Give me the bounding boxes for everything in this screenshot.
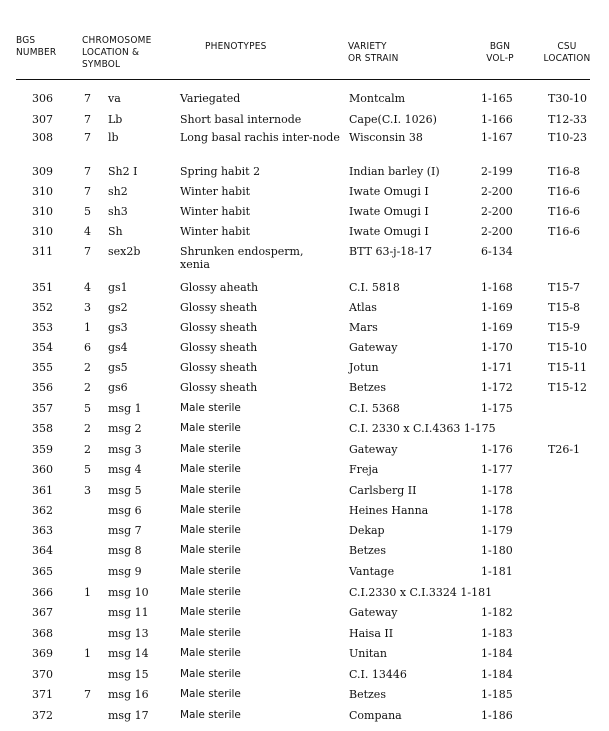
bgn-vol-cell: 1-178 (481, 484, 513, 497)
phenotype-cell: Male sterile (180, 647, 241, 659)
header-text: OR STRAIN (348, 53, 399, 64)
chromosome-cell: 4 (84, 281, 91, 294)
phenotype-cell: Winter habit (180, 205, 251, 218)
bgs-number-cell: 355 (32, 361, 53, 374)
symbol-cell: gs1 (108, 281, 128, 294)
phenotype-cell: Male sterile (180, 504, 241, 516)
phenotype-cell: Male sterile (180, 586, 241, 598)
header-phenotypes (205, 41, 267, 53)
variety-cell: Betzes (349, 544, 386, 557)
symbol-cell: msg 9 (108, 565, 142, 578)
symbol-cell: msg 5 (108, 484, 142, 497)
symbol-cell: va (108, 92, 121, 105)
phenotype-cell: Male sterile (180, 606, 241, 618)
table-row (0, 586, 609, 602)
bgn-vol-cell: 1-168 (481, 281, 513, 294)
symbol-cell: msg 1 (108, 402, 142, 415)
variety-cell: Gateway (349, 606, 398, 619)
chromosome-cell: 3 (84, 484, 91, 497)
table-row (0, 565, 609, 581)
phenotype-cell: Male sterile (180, 668, 241, 680)
phenotype-cell: Glossy sheath (180, 381, 258, 394)
symbol-cell: sex2b (108, 245, 141, 258)
bgs-number-cell: 308 (32, 131, 53, 144)
symbol-cell: msg 15 (108, 668, 149, 681)
chromosome-cell: 3 (84, 301, 91, 314)
table-row (0, 709, 609, 725)
table-row (0, 647, 609, 663)
variety-cell: Betzes (349, 688, 386, 701)
bgn-vol-cell: 1-165 (481, 92, 513, 105)
bgn-vol-cell: 1-170 (481, 341, 513, 354)
chromosome-cell: 7 (84, 688, 91, 701)
variety-cell: Iwate Omugi I (349, 205, 429, 218)
chromosome-cell: 2 (84, 381, 91, 394)
symbol-cell: gs2 (108, 301, 128, 314)
bgs-number-cell: 353 (32, 321, 53, 334)
bgn-vol-cell: 1-179 (481, 524, 513, 537)
bgn-vol-cell: 1-171 (481, 361, 513, 374)
bgs-number-cell: 357 (32, 402, 53, 415)
symbol-cell: gs3 (108, 321, 128, 334)
phenotype-cell: Male sterile (180, 524, 241, 536)
bgn-vol-cell: 1-184 (481, 668, 513, 681)
bgn-vol-cell: 1-177 (481, 463, 513, 476)
variety-cell: Freja (349, 463, 379, 476)
chromosome-cell: 7 (84, 113, 91, 126)
bgn-vol-cell: 2-200 (481, 225, 513, 238)
chromosome-cell: 5 (84, 205, 91, 218)
bgn-vol-cell: 2-200 (481, 205, 513, 218)
chromosome-cell: 5 (84, 463, 91, 476)
table-row (0, 484, 609, 500)
phenotype-cell: Glossy sheath (180, 341, 258, 354)
symbol-cell: msg 10 (108, 586, 149, 599)
variety-cell: Heines Hanna (349, 504, 429, 517)
table-row (0, 463, 609, 479)
variety-cell: Haisa II (349, 627, 394, 640)
symbol-cell: Sh (108, 225, 123, 238)
variety-cell: C.I. 5818 (349, 281, 400, 294)
variety-cell: Iwate Omugi I (349, 185, 429, 198)
bgn-vol-cell: 1-181 (481, 565, 513, 578)
header-text: PHENOTYPES (205, 41, 267, 52)
bgs-number-cell: 354 (32, 341, 53, 354)
symbol-cell: msg 7 (108, 524, 142, 537)
variety-cell: Iwate Omugi I (349, 225, 429, 238)
symbol-cell: Sh2 I (108, 165, 138, 178)
chromosome-cell: 7 (84, 245, 91, 258)
phenotype-cell: Male sterile (180, 688, 241, 700)
symbol-cell: msg 14 (108, 647, 149, 660)
header-text: CHROMOSOME (82, 35, 152, 46)
chromosome-cell: 6 (84, 341, 91, 354)
symbol-cell: gs4 (108, 341, 128, 354)
table-row (0, 165, 609, 181)
phenotype-cell: Glossy aheath (180, 281, 259, 294)
variety-cell: Montcalm (349, 92, 406, 105)
table-row (0, 627, 609, 643)
table-row (0, 524, 609, 540)
table-row (0, 205, 609, 221)
phenotype-cell: Male sterile (180, 443, 241, 455)
phenotype-cell: Glossy sheath (180, 301, 258, 314)
symbol-cell: msg 16 (108, 688, 149, 701)
bgs-number-cell: 359 (32, 443, 53, 456)
bgs-number-cell: 364 (32, 544, 53, 557)
table-row (0, 92, 609, 108)
table-row (0, 504, 609, 520)
bgs-number-cell: 369 (32, 647, 53, 660)
header-csu (538, 41, 596, 65)
header-rule (16, 79, 590, 80)
chromosome-cell: 2 (84, 422, 91, 435)
bgs-number-cell: 372 (32, 709, 53, 722)
bgn-vol-cell: 1-172 (481, 381, 513, 394)
bgs-number-cell: 309 (32, 165, 53, 178)
bgs-number-cell: 366 (32, 586, 53, 599)
csu-location-cell: T15-7 (548, 281, 581, 294)
chromosome-cell: 7 (84, 165, 91, 178)
bgn-vol-cell: 1-183 (481, 627, 513, 640)
variety-cell: Dekap (349, 524, 385, 537)
bgn-vol-cell: 1-169 (481, 301, 513, 314)
phenotype-cell: Glossy sheath (180, 321, 258, 334)
variety-cell: BTT 63-j-18-17 (349, 245, 433, 258)
header-chromosome (82, 35, 151, 71)
symbol-cell: msg 6 (108, 504, 142, 517)
csu-location-cell: T12-33 (548, 113, 588, 126)
table-row (0, 185, 609, 201)
symbol-cell: gs5 (108, 361, 128, 374)
table-row (0, 281, 609, 297)
csu-location-cell: T16-6 (548, 205, 581, 218)
bgn-vol-cell: 1-185 (481, 688, 513, 701)
table-row (0, 225, 609, 241)
table-row (0, 443, 609, 459)
variety-cell: C.I. 5368 (349, 402, 400, 415)
bgs-number-cell: 362 (32, 504, 53, 517)
bgs-number-cell: 356 (32, 381, 53, 394)
bgs-number-cell: 310 (32, 205, 53, 218)
chromosome-cell: 7 (84, 185, 91, 198)
symbol-cell: gs6 (108, 381, 128, 394)
symbol-cell: msg 13 (108, 627, 149, 640)
bgs-number-cell: 358 (32, 422, 53, 435)
header-text: LOCATION & (82, 47, 140, 58)
symbol-cell: msg 2 (108, 422, 142, 435)
table-row (0, 688, 609, 704)
chromosome-cell: 7 (84, 92, 91, 105)
bgs-number-cell: 311 (32, 245, 53, 258)
bgn-vol-cell: 1-184 (481, 647, 513, 660)
phenotype-cell: Long basal rachis inter-node (180, 131, 340, 144)
chromosome-cell: 1 (84, 647, 91, 660)
csu-location-cell: T10-23 (548, 131, 588, 144)
bgs-number-cell: 361 (32, 484, 53, 497)
header-text: VARIETY (348, 41, 387, 52)
csu-location-cell: T16-8 (548, 165, 581, 178)
variety-cell: Cape(C.I. 1026) (349, 113, 437, 126)
table-row (0, 544, 609, 560)
bgn-vol-cell: 6-134 (481, 245, 513, 258)
phenotype-cell: Male sterile (180, 565, 241, 577)
chromosome-cell: 1 (84, 586, 91, 599)
csu-location-cell: T15-9 (548, 321, 581, 334)
table-row (0, 381, 609, 397)
table-row (0, 341, 609, 357)
bgn-vol-cell: 1-176 (481, 443, 513, 456)
csu-location-cell: T16-6 (548, 225, 581, 238)
phenotype-cell: Spring habit 2 (180, 165, 261, 178)
variety-cell: Vantage (349, 565, 395, 578)
bgs-number-cell: 310 (32, 225, 53, 238)
table-row (0, 668, 609, 684)
chromosome-cell: 5 (84, 402, 91, 415)
symbol-cell: sh3 (108, 205, 128, 218)
table-row (0, 402, 609, 418)
variety-cell: C.I. 13446 (349, 668, 407, 681)
chromosome-cell: 1 (84, 321, 91, 334)
variety-cell: Gateway (349, 443, 398, 456)
bgs-number-cell: 352 (32, 301, 53, 314)
csu-location-cell: T26-1 (548, 443, 581, 456)
header-text: VOL-P (486, 53, 514, 64)
csu-location-cell: T15-8 (548, 301, 581, 314)
header-text: SYMBOL (82, 59, 121, 70)
table-row (0, 321, 609, 337)
phenotype-cell: Male sterile (180, 544, 241, 556)
symbol-cell: msg 4 (108, 463, 142, 476)
phenotype-cell: Winter habit (180, 225, 251, 238)
table-row (0, 361, 609, 377)
symbol-cell: msg 17 (108, 709, 149, 722)
phenotype-cell: Glossy sheath (180, 361, 258, 374)
bgn-vol-cell: 2-199 (481, 165, 513, 178)
header-bgn (480, 41, 520, 65)
bgn-vol-cell: 1-178 (481, 504, 513, 517)
bgn-vol-cell: 1-169 (481, 321, 513, 334)
phenotype-cell: Short basal internode (180, 113, 302, 126)
bgs-number-cell: 365 (32, 565, 53, 578)
bgn-vol-cell: 1-175 (481, 402, 513, 415)
bgn-vol-cell: 2-200 (481, 185, 513, 198)
table-row (0, 606, 609, 622)
phenotype-cell: Male sterile (180, 709, 241, 721)
header-bgs-number (16, 35, 56, 59)
bgs-number-cell: 306 (32, 92, 53, 105)
chromosome-cell: 2 (84, 361, 91, 374)
symbol-cell: sh2 (108, 185, 128, 198)
variety-cell: Indian barley (I) (349, 165, 440, 178)
bgn-vol-cell: 1-182 (481, 606, 513, 619)
header-text: BGS (16, 35, 36, 46)
header-text: NUMBER (16, 47, 57, 58)
bgs-number-cell: 360 (32, 463, 53, 476)
symbol-cell: msg 11 (108, 606, 149, 619)
csu-location-cell: T15-11 (548, 361, 588, 374)
phenotype-cell: Variegated (180, 92, 241, 105)
table-row (0, 113, 609, 129)
symbol-cell: Lb (108, 113, 123, 126)
bgs-number-cell: 367 (32, 606, 53, 619)
csu-location-cell: T15-10 (548, 341, 588, 354)
chromosome-cell: 2 (84, 443, 91, 456)
table-row (0, 245, 609, 271)
phenotype-cell: Male sterile (180, 463, 241, 475)
symbol-cell: lb (108, 131, 119, 144)
variety-cell: C.I. 2330 x C.I.4363 1-175 (349, 422, 496, 435)
bgs-number-cell: 307 (32, 113, 53, 126)
csu-location-cell: T15-12 (548, 381, 588, 394)
bgs-number-cell: 370 (32, 668, 53, 681)
bgn-vol-cell: 1-166 (481, 113, 513, 126)
chromosome-cell: 7 (84, 131, 91, 144)
phenotype-cell: Male sterile (180, 484, 241, 496)
variety-cell: Carlsberg II (349, 484, 417, 497)
bgs-number-cell: 310 (32, 185, 53, 198)
phenotype-cell: Shrunken endosperm, xenia (180, 245, 304, 271)
chromosome-cell: 4 (84, 225, 91, 238)
symbol-cell: msg 3 (108, 443, 142, 456)
variety-cell: C.I.2330 x C.I.3324 1-181 (349, 586, 493, 599)
table-row (0, 301, 609, 317)
phenotype-cell: Male sterile (180, 627, 241, 639)
bgs-number-cell: 363 (32, 524, 53, 537)
phenotype-cell: Winter habit (180, 185, 251, 198)
table-row (0, 131, 609, 147)
bgs-number-cell: 371 (32, 688, 53, 701)
variety-cell: Jotun (349, 361, 379, 374)
variety-cell: Unitan (349, 647, 387, 660)
phenotype-cell: Male sterile (180, 402, 241, 414)
variety-cell: Wisconsin 38 (349, 131, 423, 144)
table-row (0, 422, 609, 438)
csu-location-cell: T16-6 (548, 185, 581, 198)
csu-location-cell: T30-10 (548, 92, 588, 105)
header-text: LOCATION (543, 53, 591, 64)
bgs-number-cell: 368 (32, 627, 53, 640)
header-text: CSU (557, 41, 577, 52)
variety-cell: Compana (349, 709, 402, 722)
variety-cell: Mars (349, 321, 378, 334)
bgs-number-cell: 351 (32, 281, 53, 294)
header-variety (348, 41, 399, 65)
variety-cell: Gateway (349, 341, 398, 354)
bgn-vol-cell: 1-167 (481, 131, 513, 144)
variety-cell: Atlas (349, 301, 377, 314)
symbol-cell: msg 8 (108, 544, 142, 557)
phenotype-cell: Male sterile (180, 422, 241, 434)
bgn-vol-cell: 1-186 (481, 709, 513, 722)
variety-cell: Betzes (349, 381, 386, 394)
header-text: BGN (489, 41, 511, 52)
bgn-vol-cell: 1-180 (481, 544, 513, 557)
